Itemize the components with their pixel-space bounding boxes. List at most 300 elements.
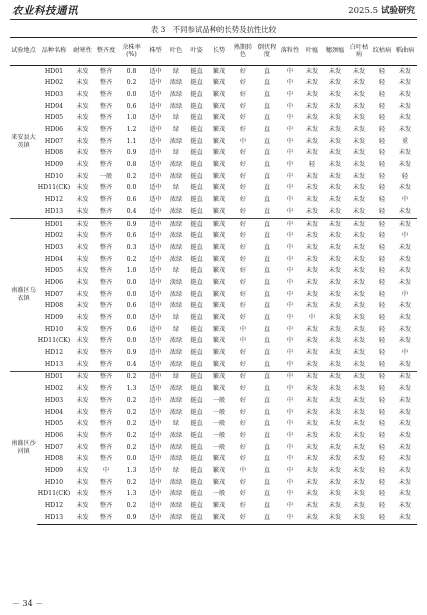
variety-cell: HD12 <box>44 502 64 510</box>
value-cell: 繁茂 <box>212 478 226 486</box>
value-cell: 未发 <box>76 431 89 439</box>
value-cell: 未发 <box>347 371 371 383</box>
value-cell: 0.2 <box>126 79 137 87</box>
value-cell: 未发 <box>76 466 89 474</box>
value-cell: 绿 <box>166 371 186 383</box>
variety-cell: HD03 <box>44 90 64 98</box>
value-cell: 中 <box>286 431 294 439</box>
value-cell: 未发 <box>352 431 366 439</box>
value-cell: 中 <box>286 126 294 134</box>
value-cell: 未发 <box>398 79 412 87</box>
value-cell: 0.9 <box>118 218 145 230</box>
column-header: 穗颈瘟 <box>323 38 347 66</box>
value-cell: 未发 <box>305 243 319 251</box>
value-cell: 未发 <box>301 371 323 383</box>
site-cell: 来安县大英镇 <box>11 134 36 149</box>
value-cell: 未发 <box>305 172 319 180</box>
value-cell: 整齐 <box>94 512 118 524</box>
value-cell: 中 <box>286 102 294 110</box>
value-cell: 未发 <box>352 232 366 240</box>
value-cell: 挺直 <box>190 137 203 145</box>
value-cell: 未发 <box>352 408 366 416</box>
value-cell: 中 <box>401 232 409 240</box>
value-cell: 繁茂 <box>212 137 226 145</box>
value-cell: 挺直 <box>190 385 203 393</box>
value-cell: 轻 <box>371 512 393 524</box>
value-cell: 好 <box>239 207 247 215</box>
value-cell: 1.3 <box>126 466 137 474</box>
value-cell: 未发 <box>352 267 366 275</box>
header-rule <box>10 19 417 20</box>
value-cell: 直 <box>263 408 271 416</box>
value-cell: 轻 <box>378 232 386 240</box>
table-row <box>10 148 417 160</box>
value-cell: 繁茂 <box>212 360 226 368</box>
value-cell: 未发 <box>305 431 319 439</box>
value-cell: 未发 <box>76 114 89 122</box>
value-cell: 重 <box>401 137 409 145</box>
value-cell: 浓绿 <box>169 90 183 98</box>
value-cell: 0.9 <box>118 512 145 524</box>
value-cell: 中 <box>286 243 294 251</box>
value-cell: 1.0 <box>126 114 137 122</box>
value-cell: 整齐 <box>99 420 113 428</box>
value-cell: 一般 <box>212 408 226 416</box>
value-cell: 挺直 <box>190 232 203 240</box>
table-row <box>10 160 417 172</box>
value-cell: 挺直 <box>190 243 203 251</box>
value-cell: 适中 <box>145 371 166 383</box>
value-cell: 0.4 <box>126 360 137 368</box>
value-cell: 繁茂 <box>212 502 226 510</box>
value-cell: 未发 <box>76 184 89 192</box>
section-name: 试验研究 <box>380 6 415 16</box>
value-cell: 直 <box>263 126 271 134</box>
value-cell: 0.2 <box>126 478 137 486</box>
value-cell: 直 <box>263 184 271 192</box>
value-cell: 轻 <box>378 172 386 180</box>
value-cell: 浓绿 <box>169 207 183 215</box>
value-cell: 整齐 <box>99 184 113 192</box>
value-cell: 直 <box>263 255 271 263</box>
value-cell: 未发 <box>352 207 366 215</box>
column-header: 整齐度 <box>94 38 118 66</box>
value-cell: 整齐 <box>99 267 113 275</box>
value-cell: 直 <box>263 325 271 333</box>
value-cell: 0.2 <box>126 443 137 451</box>
value-cell: 一般 <box>212 490 226 498</box>
value-cell: 浓绿 <box>169 172 183 180</box>
table-row <box>10 206 417 218</box>
value-cell: 未发 <box>76 314 89 322</box>
value-cell: 整齐 <box>99 255 113 263</box>
value-cell: 轻 <box>378 302 386 310</box>
value-cell: 未发 <box>71 512 94 524</box>
value-cell: 未发 <box>352 490 366 498</box>
value-cell: 0.6 <box>126 102 137 110</box>
column-header: 品种名称 <box>37 38 71 66</box>
value-cell: 适中 <box>149 137 162 145</box>
table-header-row <box>10 38 417 66</box>
variety-cell: HD05 <box>44 420 64 428</box>
value-cell: 未发 <box>76 337 89 345</box>
value-cell: 未发 <box>76 90 89 98</box>
value-cell: 直 <box>263 90 271 98</box>
value-cell: 好 <box>239 232 247 240</box>
variety-cell: HD04 <box>44 408 64 416</box>
value-cell: 轻 <box>378 420 386 428</box>
value-cell: 未发 <box>305 149 319 157</box>
value-cell: 0.0 <box>126 314 137 322</box>
value-cell: 浓绿 <box>169 302 183 310</box>
value-cell: 未发 <box>305 90 319 98</box>
value-cell: 未发 <box>328 490 342 498</box>
value-cell: 适中 <box>149 267 162 275</box>
table-row <box>10 430 417 442</box>
value-cell: 中 <box>286 360 294 368</box>
value-cell: 轻 <box>378 325 386 333</box>
value-cell: 1.0 <box>126 267 137 275</box>
value-cell: 未发 <box>76 455 89 463</box>
value-cell: 未发 <box>76 196 89 204</box>
value-cell: 轻 <box>401 172 409 180</box>
value-cell: 绿 <box>172 114 180 122</box>
value-cell: 未发 <box>328 255 342 263</box>
value-cell: 适中 <box>149 79 162 87</box>
value-cell: 整齐 <box>99 126 113 134</box>
value-cell: 中 <box>286 278 294 286</box>
value-cell: 好 <box>239 102 247 110</box>
value-cell: 适中 <box>149 502 162 510</box>
value-cell: 未发 <box>328 196 342 204</box>
variety-cell: HD01 <box>37 218 71 230</box>
table-row <box>10 231 417 243</box>
value-cell: 轻 <box>378 126 386 134</box>
issue-info <box>348 4 415 16</box>
value-cell: 挺直 <box>190 466 203 474</box>
value-cell: 整齐 <box>99 443 113 451</box>
value-cell: 直 <box>263 67 271 75</box>
value-cell: 好 <box>239 79 247 87</box>
variety-cell: HD10 <box>44 172 64 180</box>
value-cell: 轻 <box>371 371 393 383</box>
value-cell: 未发 <box>328 161 342 169</box>
value-cell: 一般 <box>212 396 226 404</box>
value-cell: 浓绿 <box>169 385 183 393</box>
value-cell: 挺直 <box>190 314 203 322</box>
value-cell: 未发 <box>305 290 319 298</box>
value-cell: 未发 <box>305 349 319 357</box>
variety-cell: HD04 <box>44 255 64 263</box>
value-cell: 未发 <box>398 90 412 98</box>
value-cell: 绿 <box>172 325 180 333</box>
value-cell: 未发 <box>305 278 319 286</box>
value-cell: 绿 <box>172 466 180 474</box>
value-cell: 1.2 <box>126 126 137 134</box>
value-cell: 0.2 <box>126 408 137 416</box>
value-cell: 未发 <box>352 90 366 98</box>
value-cell: 直 <box>263 232 271 240</box>
value-cell: 挺直 <box>190 90 203 98</box>
variety-cell: HD02 <box>44 385 64 393</box>
value-cell: 整齐 <box>99 360 113 368</box>
value-cell: 整齐 <box>99 196 113 204</box>
value-cell: 挺直 <box>190 149 203 157</box>
value-cell: 0.2 <box>126 431 137 439</box>
value-cell: 未发 <box>305 337 319 345</box>
variety-cell: HD09 <box>44 466 64 474</box>
variety-cell: HD09 <box>44 161 64 169</box>
value-cell: 中 <box>286 196 294 204</box>
value-cell: 直 <box>263 302 271 310</box>
value-cell: 繁茂 <box>212 161 226 169</box>
comparison-table <box>10 37 417 525</box>
value-cell: 轻 <box>378 267 386 275</box>
value-cell: 中 <box>286 420 294 428</box>
value-cell: 好 <box>231 218 255 230</box>
table-row <box>10 442 417 454</box>
table-row <box>10 500 417 512</box>
value-cell: 未发 <box>352 502 366 510</box>
value-cell: 未发 <box>328 114 342 122</box>
value-cell: 未发 <box>352 314 366 322</box>
value-cell: 0.0 <box>126 90 137 98</box>
value-cell: 中 <box>286 207 294 215</box>
value-cell: 未发 <box>352 184 366 192</box>
value-cell: 适中 <box>149 455 162 463</box>
table-row <box>10 454 417 466</box>
value-cell: 挺直 <box>190 455 203 463</box>
table-row <box>10 477 417 489</box>
value-cell: 绿 <box>172 314 180 322</box>
value-cell: 繁茂 <box>212 349 226 357</box>
value-cell: 适中 <box>149 196 162 204</box>
value-cell: 直 <box>263 196 271 204</box>
value-cell: 未发 <box>393 218 417 230</box>
value-cell: 0.6 <box>126 196 137 204</box>
variety-cell: HD05 <box>44 114 64 122</box>
value-cell: 中 <box>286 396 294 404</box>
value-cell: 未发 <box>398 102 412 110</box>
column-header: 落粒性 <box>279 38 301 66</box>
value-cell: 繁茂 <box>207 218 231 230</box>
value-cell: 好 <box>239 443 247 451</box>
value-cell: 整齐 <box>99 349 113 357</box>
value-cell: 淡绿 <box>169 278 183 286</box>
value-cell: 繁茂 <box>212 184 226 192</box>
value-cell: 适中 <box>149 314 162 322</box>
value-cell: 整齐 <box>99 114 113 122</box>
value-cell: 适中 <box>149 431 162 439</box>
value-cell: 繁茂 <box>212 466 226 474</box>
value-cell: 未发 <box>305 455 319 463</box>
value-cell: 直 <box>263 102 271 110</box>
value-cell: 浓绿 <box>169 502 183 510</box>
value-cell: 整齐 <box>99 278 113 286</box>
value-cell: 浓绿 <box>169 102 183 110</box>
value-cell: 整齐 <box>99 207 113 215</box>
value-cell: 未发 <box>76 302 89 310</box>
value-cell: 未发 <box>305 443 319 451</box>
value-cell: 轻 <box>378 278 386 286</box>
value-cell: 适中 <box>149 67 162 75</box>
value-cell: 浓绿 <box>166 218 186 230</box>
value-cell: 未发 <box>323 218 347 230</box>
value-cell: 未发 <box>76 490 89 498</box>
table-row <box>10 289 417 301</box>
value-cell: 未发 <box>328 184 342 192</box>
value-cell: 浓绿 <box>169 196 183 204</box>
value-cell: 未发 <box>305 102 319 110</box>
value-cell: 整齐 <box>99 290 113 298</box>
value-cell: 未发 <box>76 385 89 393</box>
value-cell: 直 <box>263 396 271 404</box>
variety-cell: HD06 <box>44 431 64 439</box>
value-cell: 轻 <box>378 349 386 357</box>
column-header: 叶瘟 <box>301 38 323 66</box>
value-cell: 未发 <box>352 478 366 486</box>
value-cell: 繁茂 <box>212 126 226 134</box>
table-row <box>10 312 417 324</box>
value-cell: 未发 <box>305 79 319 87</box>
value-cell: 浓绿 <box>169 443 183 451</box>
value-cell: 未发 <box>76 172 89 180</box>
value-cell: 未发 <box>328 420 342 428</box>
value-cell: 1.3 <box>126 385 137 393</box>
value-cell: 未发 <box>305 396 319 404</box>
table-row <box>10 384 417 396</box>
value-cell: 未发 <box>305 502 319 510</box>
value-cell: 未发 <box>76 232 89 240</box>
value-cell: 适中 <box>149 302 162 310</box>
value-cell: 一般 <box>212 443 226 451</box>
journal-brand: 农业科技通讯 <box>12 5 78 17</box>
value-cell: 未发 <box>305 490 319 498</box>
value-cell: 挺直 <box>190 267 203 275</box>
value-cell: 适中 <box>149 337 162 345</box>
value-cell: 繁茂 <box>212 314 226 322</box>
value-cell: 适中 <box>149 255 162 263</box>
value-cell: 繁茂 <box>212 232 226 240</box>
value-cell: 直 <box>263 349 271 357</box>
value-cell: 中 <box>286 161 294 169</box>
site-cell: 南谯区乌衣镇 <box>10 218 37 371</box>
value-cell: 适中 <box>149 207 162 215</box>
value-cell: 直 <box>263 502 271 510</box>
value-cell: 整齐 <box>99 67 113 75</box>
column-header: 白叶枯病 <box>347 38 371 66</box>
value-cell: 中 <box>401 290 409 298</box>
value-cell: 未发 <box>352 255 366 263</box>
variety-cell: HD03 <box>44 243 64 251</box>
value-cell: 未发 <box>76 255 89 263</box>
value-cell: 轻 <box>378 443 386 451</box>
value-cell: 挺直 <box>190 302 203 310</box>
value-cell: 未发 <box>328 102 342 110</box>
value-cell: 浓绿 <box>169 137 183 145</box>
value-cell: 适中 <box>149 385 162 393</box>
value-cell: 中 <box>286 172 294 180</box>
value-cell: 繁茂 <box>212 455 226 463</box>
value-cell: 繁茂 <box>212 243 226 251</box>
value-cell: 未发 <box>76 325 89 333</box>
value-cell: 整齐 <box>99 149 113 157</box>
value-cell: 直 <box>263 207 271 215</box>
value-cell: 未发 <box>328 314 342 322</box>
value-cell: 直 <box>263 431 271 439</box>
value-cell: 1.3 <box>126 490 137 498</box>
value-cell: 未发 <box>76 126 89 134</box>
variety-cell: HD09 <box>44 314 64 322</box>
value-cell: 好 <box>239 90 247 98</box>
value-cell: 挺直 <box>190 172 203 180</box>
value-cell: 未发 <box>76 349 89 357</box>
table-row <box>10 512 417 524</box>
value-cell: 0.0 <box>126 290 137 298</box>
value-cell: 中 <box>286 443 294 451</box>
value-cell: 0.0 <box>126 278 137 286</box>
value-cell: 直 <box>263 420 271 428</box>
value-cell: 轻 <box>378 137 386 145</box>
value-cell: 未发 <box>328 360 342 368</box>
table-row <box>10 66 417 78</box>
value-cell: 直 <box>255 371 279 383</box>
variety-cell: HD06 <box>44 126 64 134</box>
value-cell: 整齐 <box>99 137 113 145</box>
value-cell: 未发 <box>328 137 342 145</box>
value-cell: 适中 <box>149 325 162 333</box>
value-cell: 浓绿 <box>169 490 183 498</box>
value-cell: 0.2 <box>126 172 137 180</box>
value-cell: 未发 <box>398 443 412 451</box>
value-cell: 直 <box>263 443 271 451</box>
value-cell: 轻 <box>378 114 386 122</box>
value-cell: 未发 <box>305 267 319 275</box>
table-row <box>10 324 417 336</box>
value-cell: 直 <box>263 455 271 463</box>
value-cell: 未发 <box>398 420 412 428</box>
value-cell: 未发 <box>328 149 342 157</box>
value-cell: 未发 <box>398 337 412 345</box>
value-cell: 繁茂 <box>212 325 226 333</box>
value-cell: 轻 <box>378 184 386 192</box>
value-cell: 好 <box>239 302 247 310</box>
value-cell: 未发 <box>398 502 412 510</box>
value-cell: 好 <box>239 161 247 169</box>
table-row <box>10 395 417 407</box>
value-cell: 中 <box>286 149 294 157</box>
value-cell: 一般 <box>212 420 226 428</box>
column-header: 稻曲病 <box>393 38 417 66</box>
value-cell: 未发 <box>305 385 319 393</box>
table-row <box>10 89 417 101</box>
value-cell: 0.0 <box>126 455 137 463</box>
value-cell: 浓绿 <box>169 360 183 368</box>
value-cell: 未发 <box>328 126 342 134</box>
value-cell: 浓绿 <box>169 478 183 486</box>
variety-cell: HD13 <box>44 360 64 368</box>
value-cell: 适中 <box>149 420 162 428</box>
value-cell: 浓绿 <box>169 232 183 240</box>
value-cell: 整齐 <box>99 431 113 439</box>
value-cell: 未发 <box>398 114 412 122</box>
value-cell: 未发 <box>398 302 412 310</box>
value-cell: 挺直 <box>190 443 203 451</box>
value-cell: 好 <box>239 502 247 510</box>
column-header: 耐寒性 <box>71 38 94 66</box>
value-cell: 好 <box>239 408 247 416</box>
value-cell: 好 <box>239 396 247 404</box>
